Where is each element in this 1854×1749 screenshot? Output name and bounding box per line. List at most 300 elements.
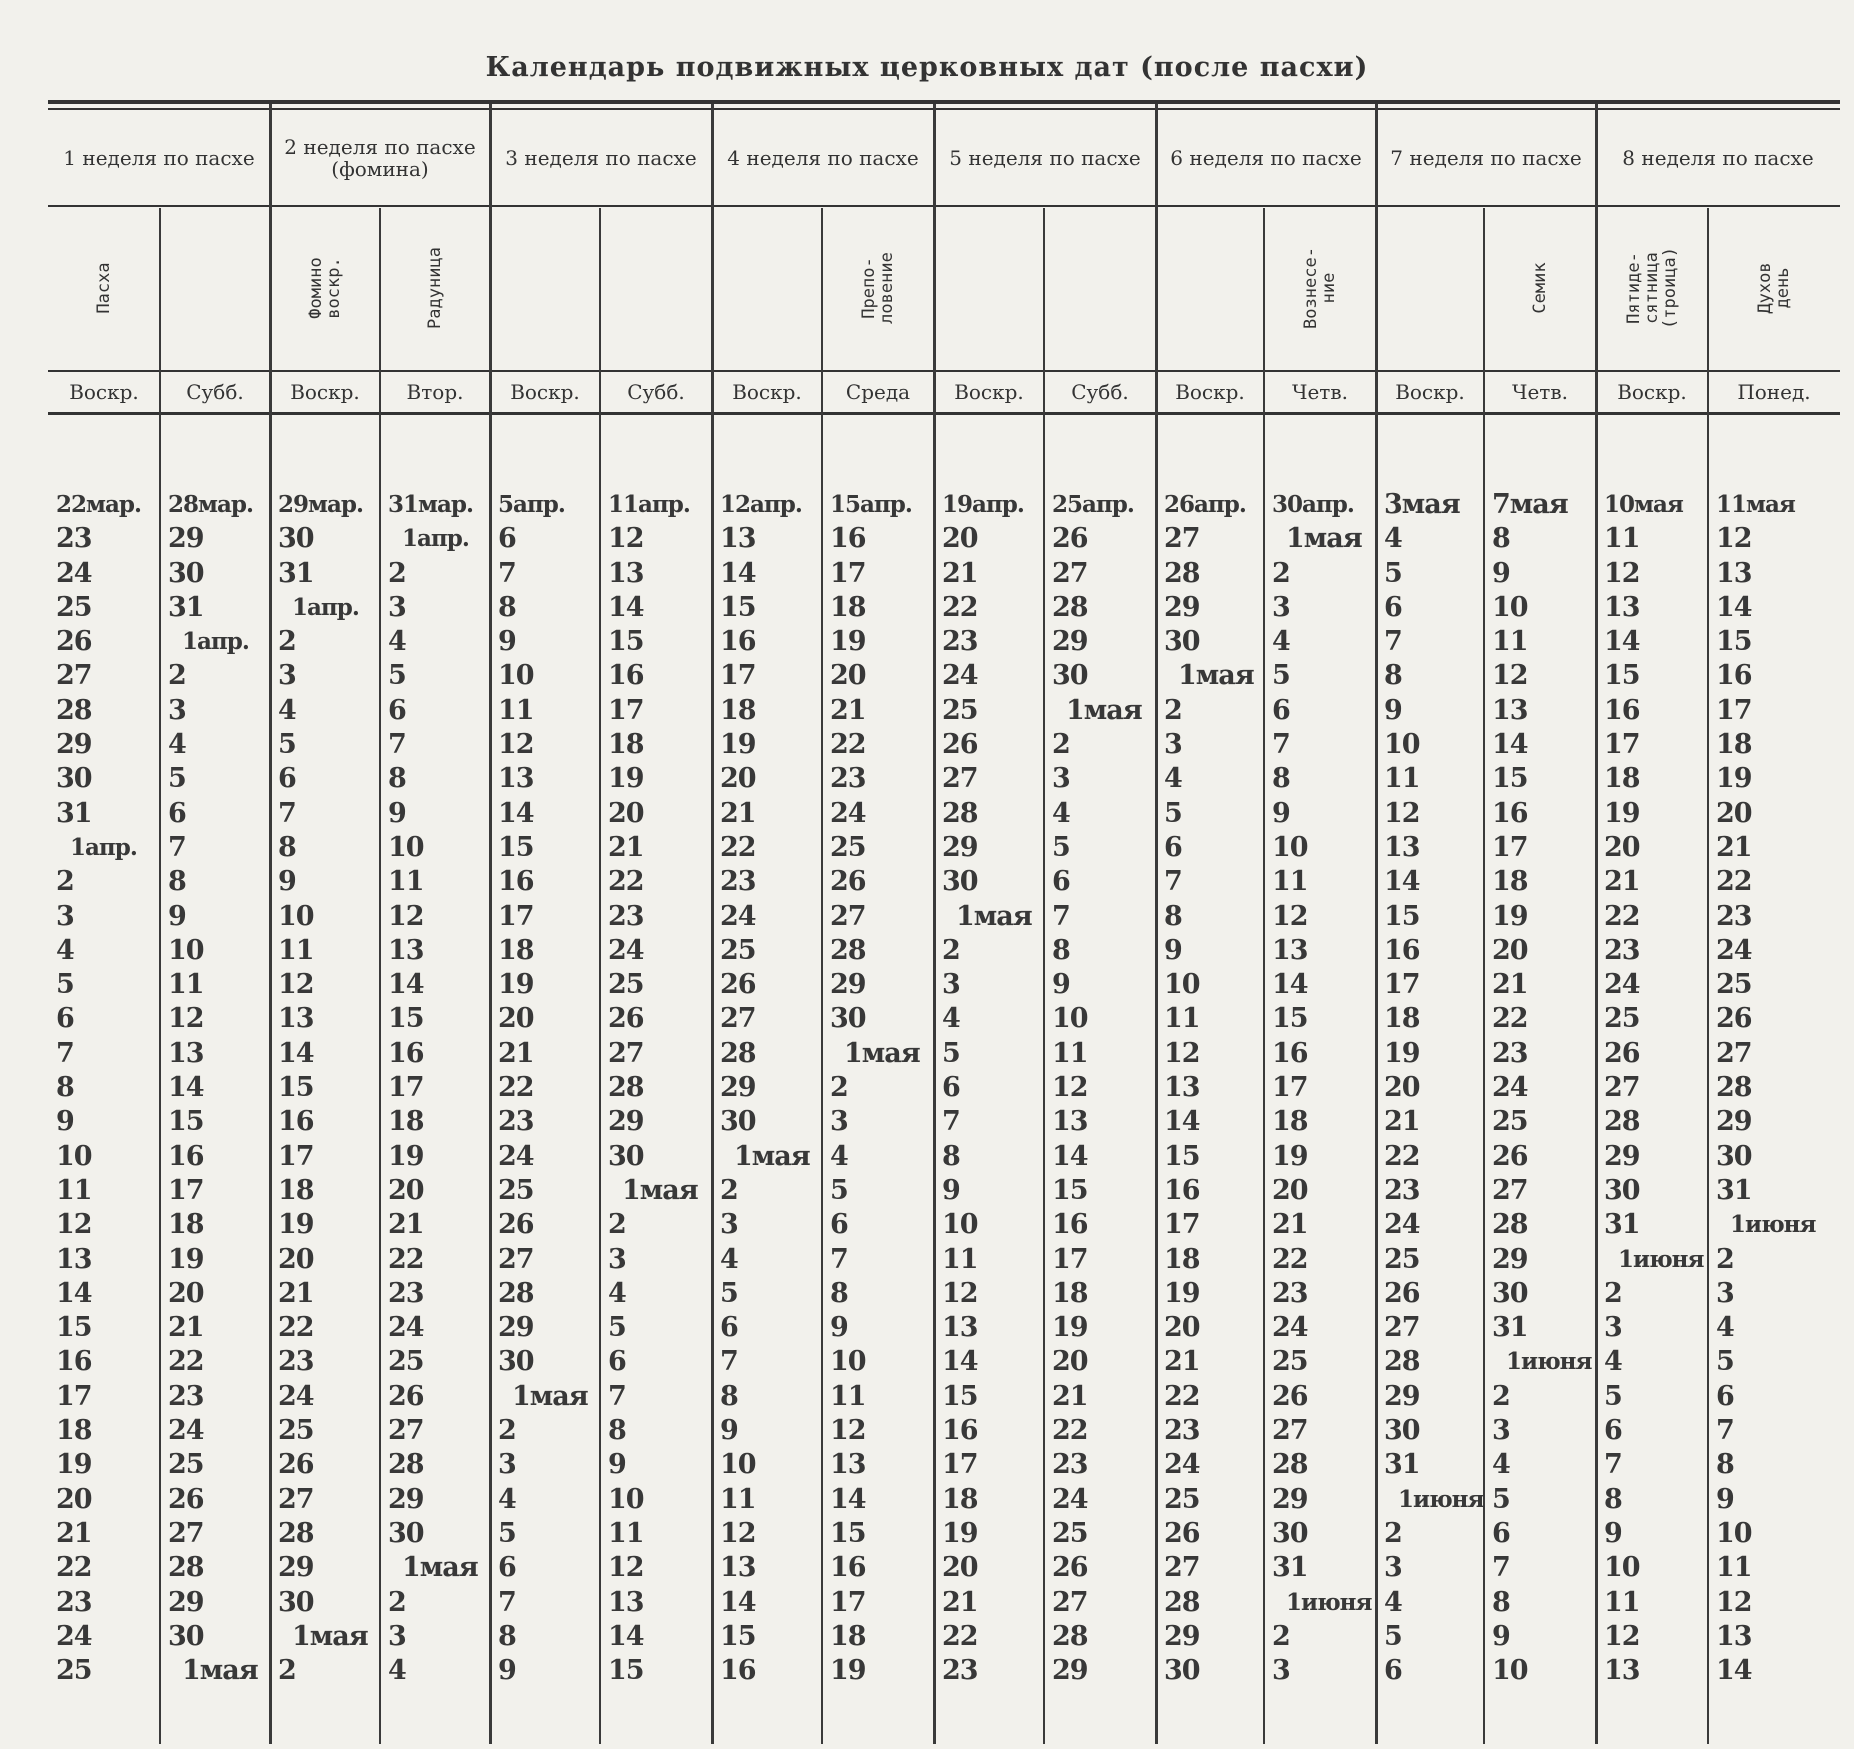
date-cell: 28: [608, 1072, 644, 1104]
date-cell: 5: [1052, 831, 1070, 863]
date-cell: 3: [498, 1449, 516, 1481]
date-cell: 24: [608, 934, 644, 966]
date-cell: 20: [1492, 934, 1528, 966]
feast-label-cell: [1156, 208, 1264, 368]
date-cell: 24: [830, 797, 866, 829]
date-cell: 10: [1716, 1517, 1752, 1549]
feast-label: Препо- ловение: [859, 252, 897, 324]
date-cell: 5: [1604, 1380, 1622, 1412]
week-header: 1 неделя по пасхе: [63, 146, 255, 170]
date-cell: 11: [498, 694, 534, 726]
date-cell: 1апр.: [70, 833, 137, 861]
date-cell: 13: [1272, 934, 1308, 966]
date-cell: 6: [1604, 1415, 1622, 1447]
date-cell: 27: [56, 660, 92, 692]
date-cell: 16: [720, 626, 756, 658]
date-cell: 20: [1604, 831, 1640, 863]
date-cell: 12: [720, 1517, 756, 1549]
weekday-label: Понед.: [1737, 380, 1811, 404]
date-cell: 31: [278, 557, 314, 589]
date-cell: 5: [830, 1174, 848, 1206]
week-header: 3 неделя по пасхе: [505, 146, 697, 170]
feast-label-cell: [490, 208, 600, 368]
date-cell: 27: [1164, 1552, 1200, 1584]
weekday-label: Воскр.: [1617, 380, 1687, 404]
feast-label: Семик: [1530, 262, 1550, 314]
date-cell: 27: [1164, 523, 1200, 555]
date-cell: 26: [168, 1483, 204, 1515]
date-cell: 4: [498, 1483, 516, 1515]
date-cell: 10мая: [1604, 491, 1683, 518]
date-cell: 13: [498, 763, 534, 795]
date-cell: 10: [168, 934, 204, 966]
date-cell: 8: [942, 1140, 960, 1172]
date-cell: 22мар.: [56, 491, 141, 518]
date-cell: 22: [56, 1552, 92, 1584]
date-cell: 15: [608, 626, 644, 658]
date-cell: 15: [720, 1620, 756, 1652]
date-cell: 4: [278, 694, 296, 726]
date-cell: 1мая: [956, 900, 1032, 932]
date-cell: 17: [1272, 1072, 1308, 1104]
date-cell: 6: [1384, 591, 1402, 623]
date-cell: 29: [278, 1552, 314, 1584]
date-cell: 22: [1384, 1140, 1420, 1172]
feast-label-cell: [48, 208, 160, 368]
feast-label: Пятиде- сятница (троица): [1624, 247, 1680, 329]
date-cell: 25: [1052, 1517, 1088, 1549]
date-cell: 25: [498, 1174, 534, 1206]
date-cell: 24: [498, 1140, 534, 1172]
date-cell: 30: [1716, 1140, 1752, 1172]
date-cell: 13: [1716, 557, 1752, 589]
week-header: 5 неделя по пасхе: [949, 146, 1141, 170]
date-cell: 15: [1604, 660, 1640, 692]
date-cell: 12: [278, 969, 314, 1001]
date-cell: 19апр.: [942, 491, 1024, 518]
date-cell: 24: [56, 1620, 92, 1652]
date-cell: 25: [830, 831, 866, 863]
date-cell: 4: [56, 934, 74, 966]
date-cell: 18: [1716, 729, 1752, 761]
date-cell: 7: [1164, 866, 1182, 898]
rule-line: [48, 108, 1840, 110]
date-cell: 10: [1384, 729, 1420, 761]
date-cell: 19: [830, 626, 866, 658]
date-cell: 30: [1164, 626, 1200, 658]
weekday-label: Воскр.: [954, 380, 1024, 404]
date-cell: 13: [168, 1037, 204, 1069]
date-cell: 23: [830, 763, 866, 795]
feast-label-cell: [822, 208, 934, 368]
date-cell: 7: [1604, 1449, 1622, 1481]
date-cell: 2: [942, 934, 960, 966]
date-cell: 23: [1604, 934, 1640, 966]
date-column: [1164, 488, 1262, 1688]
date-cell: 16: [830, 1552, 866, 1584]
date-cell: 30: [278, 523, 314, 555]
date-cell: 1мая: [1178, 660, 1254, 692]
date-cell: 25: [168, 1449, 204, 1481]
date-cell: 7: [168, 831, 186, 863]
date-cell: 28: [56, 694, 92, 726]
date-cell: 12апр.: [720, 491, 802, 518]
date-cell: 19: [1716, 763, 1752, 795]
date-cell: 25: [388, 1346, 424, 1378]
date-cell: 7: [1052, 900, 1070, 932]
date-cell: 8: [1604, 1483, 1622, 1515]
date-cell: 18: [1604, 763, 1640, 795]
date-cell: 12: [1164, 1037, 1200, 1069]
date-cell: 4: [1716, 1312, 1734, 1344]
date-cell: 29: [56, 729, 92, 761]
date-cell: 15: [942, 1380, 978, 1412]
date-cell: 30: [168, 1620, 204, 1652]
date-cell: 3: [1604, 1312, 1622, 1344]
date-cell: 14: [1492, 729, 1528, 761]
date-cell: 26: [720, 969, 756, 1001]
feast-label-cell: [270, 208, 380, 368]
date-cell: 14: [498, 797, 534, 829]
date-cell: 17: [1492, 831, 1528, 863]
date-cell: 21: [1164, 1346, 1200, 1378]
date-cell: 20: [1716, 797, 1752, 829]
weekday-label: Субб.: [186, 380, 244, 404]
date-cell: 28: [1716, 1072, 1752, 1104]
date-cell: 11: [608, 1517, 644, 1549]
feast-label-cell: [380, 208, 490, 368]
date-cell: 18: [942, 1483, 978, 1515]
date-cell: 14: [1716, 591, 1752, 623]
date-cell: 30: [56, 763, 92, 795]
date-cell: 16: [278, 1106, 314, 1138]
date-cell: 21: [1052, 1380, 1088, 1412]
date-cell: 1апр.: [292, 593, 359, 621]
date-cell: 8: [498, 591, 516, 623]
date-cell: 28: [1272, 1449, 1308, 1481]
date-cell: 29: [1164, 1620, 1200, 1652]
date-cell: 12: [1716, 1586, 1752, 1618]
date-cell: 2: [1164, 694, 1182, 726]
date-cell: 21: [942, 557, 978, 589]
date-cell: 19: [278, 1209, 314, 1241]
date-cell: 13: [1384, 831, 1420, 863]
date-cell: 11: [388, 866, 424, 898]
feast-label-cell: [600, 208, 712, 368]
date-cell: 11: [830, 1380, 866, 1412]
date-cell: 16: [388, 1037, 424, 1069]
date-cell: 6: [498, 1552, 516, 1584]
date-cell: 28: [830, 934, 866, 966]
date-cell: 11: [720, 1483, 756, 1515]
date-cell: 28: [1492, 1209, 1528, 1241]
date-cell: 13: [1052, 1106, 1088, 1138]
date-cell: 11: [168, 969, 204, 1001]
date-cell: 19: [498, 969, 534, 1001]
date-cell: 27: [388, 1415, 424, 1447]
date-cell: 12: [942, 1277, 978, 1309]
date-cell: 2: [278, 1655, 296, 1687]
date-cell: 15: [608, 1655, 644, 1687]
date-cell: 7: [1272, 729, 1290, 761]
date-cell: 24: [168, 1415, 204, 1447]
date-cell: 13: [56, 1243, 92, 1275]
date-cell: 18: [56, 1415, 92, 1447]
date-cell: 25: [1604, 1003, 1640, 1035]
date-cell: 23: [942, 1655, 978, 1687]
date-column: [56, 488, 158, 1688]
date-cell: 5: [1384, 557, 1402, 589]
date-cell: 29мар.: [278, 491, 363, 518]
date-cell: 1мая: [1286, 523, 1362, 555]
date-column: [1384, 488, 1482, 1688]
date-cell: 18: [498, 934, 534, 966]
date-cell: 3: [1272, 1655, 1290, 1687]
date-cell: 12: [1384, 797, 1420, 829]
date-cell: 14: [168, 1072, 204, 1104]
date-cell: 6: [1492, 1517, 1510, 1549]
date-cell: 18: [1164, 1243, 1200, 1275]
date-cell: 27: [1272, 1415, 1308, 1447]
date-cell: 13: [278, 1003, 314, 1035]
date-cell: 10: [56, 1140, 92, 1172]
date-column: [1604, 488, 1706, 1688]
date-cell: 19: [388, 1140, 424, 1172]
date-cell: 22: [1164, 1380, 1200, 1412]
date-cell: 25: [1164, 1483, 1200, 1515]
rule-line: [48, 412, 1840, 415]
date-cell: 25: [56, 1655, 92, 1687]
date-cell: 24: [1384, 1209, 1420, 1241]
date-cell: 1мая: [1066, 694, 1142, 726]
date-cell: 2: [56, 866, 74, 898]
date-cell: 23: [278, 1346, 314, 1378]
date-column: [1052, 488, 1154, 1688]
date-cell: 7: [720, 1346, 738, 1378]
date-cell: 30: [278, 1586, 314, 1618]
date-cell: 30: [608, 1140, 644, 1172]
week-header: 7 неделя по пасхе: [1390, 146, 1582, 170]
date-cell: 24: [56, 557, 92, 589]
date-cell: 23: [1384, 1174, 1420, 1206]
date-cell: 13: [1716, 1620, 1752, 1652]
date-cell: 30апр.: [1272, 491, 1354, 518]
date-cell: 1июня: [1286, 1588, 1372, 1616]
date-cell: 3: [388, 1620, 406, 1652]
date-cell: 22: [720, 831, 756, 863]
date-cell: 17: [388, 1072, 424, 1104]
date-cell: 15: [1384, 900, 1420, 932]
date-cell: 9: [1492, 1620, 1510, 1652]
date-cell: 27: [1052, 557, 1088, 589]
date-cell: 12: [388, 900, 424, 932]
date-cell: 14: [1052, 1140, 1088, 1172]
date-cell: 14: [1604, 626, 1640, 658]
date-cell: 9: [942, 1174, 960, 1206]
date-cell: 20: [1272, 1174, 1308, 1206]
date-cell: 9: [720, 1415, 738, 1447]
date-cell: 9: [830, 1312, 848, 1344]
date-cell: 20: [608, 797, 644, 829]
date-cell: 25: [1716, 969, 1752, 1001]
date-cell: 23: [1492, 1037, 1528, 1069]
date-cell: 23: [720, 866, 756, 898]
date-cell: 3: [56, 900, 74, 932]
date-cell: 9: [1604, 1517, 1622, 1549]
weekday-label: Воскр.: [290, 380, 360, 404]
date-cell: 1апр.: [182, 628, 249, 656]
date-cell: 14: [720, 1586, 756, 1618]
date-cell: 15: [168, 1106, 204, 1138]
date-cell: 21: [1716, 831, 1752, 863]
date-cell: 9: [388, 797, 406, 829]
date-cell: 9: [278, 866, 296, 898]
date-cell: 24: [720, 900, 756, 932]
date-cell: 25: [278, 1415, 314, 1447]
date-cell: 15: [388, 1003, 424, 1035]
date-cell: 20: [942, 1552, 978, 1584]
date-cell: 11мая: [1716, 491, 1795, 518]
weekday-label: Втор.: [406, 380, 464, 404]
date-cell: 25: [1492, 1106, 1528, 1138]
date-cell: 3: [1164, 729, 1182, 761]
date-cell: 29: [1492, 1243, 1528, 1275]
feast-label: Фомино воскр.: [306, 257, 344, 319]
date-cell: 12: [1604, 557, 1640, 589]
date-cell: 22: [942, 1620, 978, 1652]
date-cell: 27: [168, 1517, 204, 1549]
date-cell: 30: [720, 1106, 756, 1138]
date-cell: 11апр.: [608, 491, 690, 518]
date-cell: 12: [608, 1552, 644, 1584]
date-cell: 9: [1272, 797, 1290, 829]
date-cell: 3: [168, 694, 186, 726]
date-cell: 10: [942, 1209, 978, 1241]
date-cell: 22: [388, 1243, 424, 1275]
date-cell: 22: [1052, 1415, 1088, 1447]
date-cell: 4: [830, 1140, 848, 1172]
date-cell: 18: [720, 694, 756, 726]
date-cell: 13: [1604, 591, 1640, 623]
date-cell: 17: [608, 694, 644, 726]
date-cell: 1мая: [734, 1140, 810, 1172]
date-cell: 1апр.: [402, 525, 469, 553]
date-cell: 29: [720, 1072, 756, 1104]
date-column: [498, 488, 598, 1688]
date-cell: 23: [498, 1106, 534, 1138]
date-cell: 29: [830, 969, 866, 1001]
date-cell: 6: [1716, 1380, 1734, 1412]
date-cell: 17: [168, 1174, 204, 1206]
date-cell: 25: [1272, 1346, 1308, 1378]
date-cell: 30: [388, 1517, 424, 1549]
date-cell: 29: [1164, 591, 1200, 623]
date-cell: 4: [1272, 626, 1290, 658]
date-cell: 1июня: [1618, 1245, 1704, 1273]
date-cell: 12: [1716, 523, 1752, 555]
date-cell: 1мая: [844, 1037, 920, 1069]
date-cell: 26: [1604, 1037, 1640, 1069]
date-column: [1272, 488, 1374, 1688]
date-cell: 6: [830, 1209, 848, 1241]
date-cell: 25: [720, 934, 756, 966]
column-divider: [159, 208, 161, 1744]
rule-line: [48, 205, 1840, 207]
date-cell: 28: [720, 1037, 756, 1069]
date-cell: 13: [1164, 1072, 1200, 1104]
date-cell: 3: [388, 591, 406, 623]
date-cell: 26: [608, 1003, 644, 1035]
column-divider: [1263, 208, 1265, 1744]
date-cell: 25: [942, 694, 978, 726]
date-cell: 29: [1052, 626, 1088, 658]
date-cell: 16: [1716, 660, 1752, 692]
date-cell: 10: [1272, 831, 1308, 863]
date-cell: 24: [1492, 1072, 1528, 1104]
date-cell: 13: [608, 557, 644, 589]
date-cell: 20: [1164, 1312, 1200, 1344]
date-cell: 21: [1384, 1106, 1420, 1138]
date-cell: 28мар.: [168, 491, 253, 518]
date-cell: 11: [1604, 523, 1640, 555]
date-cell: 13: [1604, 1655, 1640, 1687]
date-cell: 6: [1164, 831, 1182, 863]
date-cell: 11: [1164, 1003, 1200, 1035]
date-cell: 22: [168, 1346, 204, 1378]
date-cell: 6: [720, 1312, 738, 1344]
date-cell: 22: [1716, 866, 1752, 898]
week-header: 2 неделя по пасхе (фомина): [284, 135, 476, 181]
date-cell: 30: [1164, 1655, 1200, 1687]
date-cell: 13: [720, 1552, 756, 1584]
date-cell: 18: [1272, 1106, 1308, 1138]
date-column: [830, 488, 932, 1688]
date-cell: 26: [1164, 1517, 1200, 1549]
date-cell: 1мая: [512, 1380, 588, 1412]
date-cell: 16: [56, 1346, 92, 1378]
date-cell: 10: [1604, 1552, 1640, 1584]
date-cell: 29: [168, 1586, 204, 1618]
date-cell: 13: [388, 934, 424, 966]
date-cell: 7: [388, 729, 406, 761]
weekday-label: Воскр.: [732, 380, 802, 404]
date-cell: 29: [498, 1312, 534, 1344]
date-cell: 22: [278, 1312, 314, 1344]
date-cell: 3: [278, 660, 296, 692]
date-cell: 15: [498, 831, 534, 863]
date-cell: 6: [498, 523, 516, 555]
date-cell: 18: [608, 729, 644, 761]
date-cell: 2: [1492, 1380, 1510, 1412]
date-cell: 27: [498, 1243, 534, 1275]
date-cell: 19: [1164, 1277, 1200, 1309]
date-cell: 2: [1384, 1517, 1402, 1549]
weekday-label: Воскр.: [1395, 380, 1465, 404]
date-cell: 21: [56, 1517, 92, 1549]
date-cell: 1июня: [1506, 1348, 1592, 1376]
date-cell: 26: [1052, 1552, 1088, 1584]
date-cell: 31: [1384, 1449, 1420, 1481]
date-cell: 31: [1492, 1312, 1528, 1344]
date-cell: 13: [720, 523, 756, 555]
date-cell: 27: [1716, 1037, 1752, 1069]
date-cell: 10: [830, 1346, 866, 1378]
date-cell: 17: [56, 1380, 92, 1412]
date-cell: 10: [278, 900, 314, 932]
date-cell: 30: [1052, 660, 1088, 692]
date-cell: 4: [168, 729, 186, 761]
date-cell: 10: [1164, 969, 1200, 1001]
